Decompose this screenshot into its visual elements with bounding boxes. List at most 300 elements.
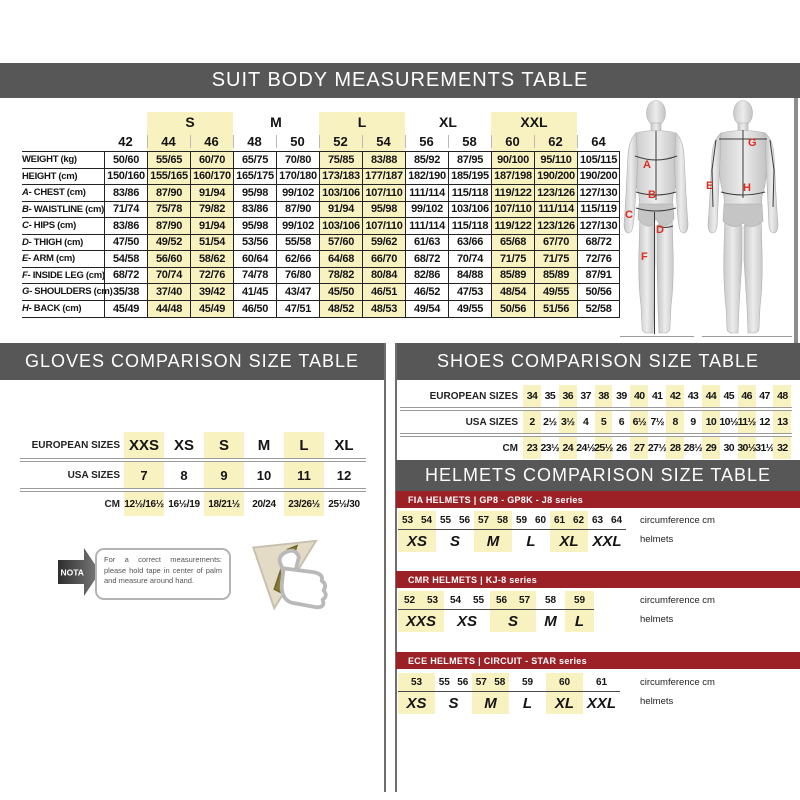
row-labels (640, 591, 715, 629)
measurement-cell: 75/78 (147, 202, 190, 218)
circumference-value: 63 (591, 514, 604, 526)
row-labels (640, 673, 715, 711)
measurement-cell: 71/75 (534, 251, 577, 267)
glove-size-cell: 11 (284, 462, 324, 488)
fia-helmets-table (398, 511, 800, 553)
circumference-value: 56 (495, 594, 508, 606)
measurement-cell: 90/100 (491, 152, 534, 168)
circumference-values (435, 673, 472, 692)
measurement-cell: 60/70 (190, 152, 233, 168)
circumference-value: 60 (558, 676, 571, 688)
glove-size-cell: XL (334, 436, 354, 454)
shoe-size-cell: 10½ (719, 416, 739, 428)
measurement-cell: 107/110 (362, 218, 405, 234)
circumference-values (536, 591, 565, 610)
row-label: EUROPEAN SIZES (31, 439, 120, 451)
measurement-cell: 95/98 (233, 185, 276, 201)
measurement-cell: 99/102 (405, 202, 448, 218)
measurement-cell: 187/198 (491, 169, 534, 185)
helmet-size-label: XXL (586, 694, 617, 712)
circumference-value: 55 (439, 514, 452, 526)
measure-letter-b: B (648, 189, 656, 201)
circumference-value: 57 (518, 594, 531, 606)
table-row (22, 235, 620, 252)
circumference-value: 57 (475, 676, 487, 688)
section-divider (384, 343, 386, 792)
measurement-cell: 59/62 (362, 235, 405, 251)
measurement-cell: 45/50 (319, 284, 362, 300)
size-group-header-row (104, 112, 620, 132)
helmet-size-label: M (544, 612, 557, 630)
circumference-row-label: circumference cm (640, 677, 715, 688)
circumference-values (509, 673, 546, 692)
shoe-size-cell: 5 (595, 411, 613, 433)
measure-letter-d: D (656, 224, 664, 236)
measurement-cell: 70/74 (147, 268, 190, 284)
glove-size-cell: 18/21½ (204, 492, 244, 516)
measurement-cell: 87/90 (276, 202, 319, 218)
circumference-values (565, 591, 594, 610)
measurement-cell: 57/60 (319, 235, 362, 251)
shoe-size-cell: 27½ (647, 442, 667, 454)
shoe-size-cell: 43 (687, 390, 699, 402)
circumference-values (436, 511, 474, 530)
measurement-cell: 115/118 (448, 218, 491, 234)
helmet-size-label: XS (406, 532, 427, 550)
shoes-table-title: SHOES COMPARISON SIZE TABLE (396, 343, 800, 380)
table-row (22, 301, 620, 318)
suit-table-title: SUIT BODY MEASUREMENTS TABLE (0, 63, 800, 98)
shoe-size-cell: 31½ (755, 442, 774, 454)
cmr-helmets-table (398, 591, 800, 633)
measurement-cell: 111/114 (405, 185, 448, 201)
measurement-cell: 85/92 (405, 152, 448, 168)
helmet-size-label: XXL (592, 532, 622, 550)
table-row (22, 268, 620, 285)
section-divider (395, 343, 397, 792)
measurement-cell: 103/106 (319, 185, 362, 201)
measurement-cell: 58/62 (190, 251, 233, 267)
measurement-cell: 87/90 (147, 218, 190, 234)
measurement-cell: 46/52 (405, 284, 448, 300)
helmet-size-label: XS (406, 694, 427, 712)
glove-size-cell: 8 (180, 467, 188, 483)
shoe-size-cell: 28½ (683, 442, 703, 454)
circumference-values (398, 673, 435, 692)
measurement-cell: 41/45 (233, 284, 276, 300)
measurement-cell: 95/110 (534, 152, 577, 168)
circumference-value: 56 (458, 514, 471, 526)
table-row (22, 152, 620, 169)
shoe-size-cell: 44 (702, 385, 720, 407)
ece-helmets-header: ECE HELMETS | CIRCUIT - STAR series (396, 652, 800, 669)
gloves-table-title: GLOVES COMPARISON SIZE TABLE (0, 343, 384, 380)
shoe-size-cell: 2½ (543, 416, 557, 428)
measurement-cell: 87/95 (448, 152, 491, 168)
table-row (20, 462, 366, 488)
circumference-value: 55 (438, 676, 450, 688)
circumference-values (398, 591, 444, 610)
circumference-value: 58 (496, 514, 509, 526)
helmet-size-label: XL (559, 532, 579, 550)
svg-text:NOTA: NOTA (60, 567, 84, 578)
measurement-cell: 103/106 (319, 218, 362, 234)
helmet-size-group (398, 511, 436, 552)
row-label: CM (104, 498, 120, 510)
helmet-size-groups (398, 673, 800, 714)
helmet-size-label: M (484, 694, 497, 712)
shoe-size-cell: 9 (690, 416, 696, 428)
body-figure-back-icon (704, 100, 782, 336)
row-label: CM (502, 442, 518, 454)
measurement-cell: 50/56 (577, 284, 620, 300)
measurement-cell: 87/90 (147, 185, 190, 201)
measurement-cell: 50/56 (491, 301, 534, 318)
size-group-label (104, 112, 147, 132)
size-number: 48 (233, 132, 276, 151)
measurement-cell: 150/160 (104, 169, 147, 185)
circumference-value: 55 (472, 594, 485, 606)
measure-letter-c: C (625, 209, 633, 221)
circumference-values (490, 591, 536, 610)
circumference-values (474, 511, 512, 530)
size-number: 60 (491, 132, 534, 151)
measure-letter-h: H (743, 182, 751, 194)
helmet-size-group (550, 511, 588, 552)
size-number: 56 (405, 132, 448, 151)
shoe-size-cell: 23½ (540, 442, 560, 454)
helmet-size-group (435, 673, 472, 714)
measurement-cell: 65/75 (233, 152, 276, 168)
glove-size-cell: 16½/19 (168, 498, 200, 510)
circumference-row-label: circumference cm (640, 515, 715, 526)
measurement-cell: 85/89 (534, 268, 577, 284)
helmet-size-group (398, 673, 435, 714)
shoe-size-cell: 24½ (576, 442, 595, 454)
measurement-cell: 82/86 (405, 268, 448, 284)
circumference-value: 60 (534, 514, 547, 526)
measurement-cell: 182/190 (405, 169, 448, 185)
measurement-cell: 70/74 (448, 251, 491, 267)
shoe-size-cell: 25½ (595, 437, 613, 459)
measurement-cell: 123/126 (534, 185, 577, 201)
circumference-value: 56 (457, 676, 469, 688)
shoes-size-table (400, 385, 792, 459)
helmets-row-label: helmets (640, 534, 674, 545)
shoe-size-cell: 34 (523, 385, 541, 407)
helmet-size-label: XS (456, 612, 477, 630)
measurement-cell: 48/53 (362, 301, 405, 318)
circumference-value: 53 (410, 676, 423, 688)
shoe-size-cell: 39 (616, 390, 627, 402)
shoe-size-cell: 8 (666, 411, 684, 433)
cmr-helmets-header: CMR HELMETS | KJ-8 series (396, 571, 800, 588)
circumference-values (472, 673, 509, 692)
fia-helmets-header: FIA HELMETS | GP8 - GP8K - J8 series (396, 491, 800, 508)
shoe-size-cell: 4 (582, 416, 589, 428)
measurement-cell: 115/119 (577, 202, 620, 218)
circumference-value: 61 (595, 676, 608, 688)
measurement-cell: 55/58 (276, 235, 319, 251)
table-row (400, 411, 792, 433)
row-label: D - THIGH (cm) (22, 236, 84, 248)
table-row (20, 432, 366, 458)
circumference-value: 58 (544, 594, 557, 606)
glove-size-cell: 10 (256, 467, 272, 483)
circumference-values (444, 591, 490, 610)
glove-size-cell: 25½/30 (328, 498, 360, 510)
measurement-cell: 62/66 (276, 251, 319, 267)
shoe-size-cell: 35 (544, 390, 556, 402)
measurement-cell: 173/183 (319, 169, 362, 185)
measurement-cell: 103/106 (448, 202, 491, 218)
glove-size-cell: 20/24 (252, 498, 276, 510)
measurement-cell: 85/89 (491, 268, 534, 284)
hand-tape-icon (240, 538, 335, 633)
shoe-size-cell: 29 (702, 437, 720, 459)
circumference-value: 53 (426, 594, 439, 606)
row-letter: F (22, 269, 28, 281)
measurement-cell: 170/180 (276, 169, 319, 185)
measurement-cell: 63/66 (448, 235, 491, 251)
table-row (20, 492, 366, 516)
measurement-cell: 107/110 (362, 185, 405, 201)
measurement-cell: 99/102 (276, 218, 319, 234)
row-letter: H (22, 303, 29, 315)
shoe-size-cell: 10 (702, 411, 720, 433)
table-row (400, 437, 792, 459)
size-number: 54 (362, 132, 405, 151)
ece-helmets-table (398, 673, 800, 715)
measurement-cell: 123/126 (534, 218, 577, 234)
measurement-cell: 46/50 (233, 301, 276, 318)
measurement-cell: 155/165 (147, 169, 190, 185)
size-group-label: M (270, 114, 282, 130)
row-label: USA SIZES (465, 416, 518, 428)
measurement-cell: 83/86 (104, 185, 147, 201)
measurement-cell: 190/200 (534, 169, 577, 185)
row-label: B - WAISTLINE (cm) (22, 203, 104, 215)
helmet-size-label: L (574, 612, 585, 630)
measurement-cell: 78/82 (319, 268, 362, 284)
size-group-label: XL (439, 114, 457, 130)
circumference-value: 57 (477, 514, 490, 526)
row-letter: G (22, 286, 30, 298)
shoe-size-cell: 6½ (630, 411, 648, 433)
measurement-cell: 72/76 (190, 268, 233, 284)
size-number: 58 (448, 132, 491, 151)
shoe-size-cell: 23 (523, 437, 541, 459)
row-letter: E (22, 253, 29, 265)
measurement-cell: 72/76 (577, 251, 620, 267)
row-letter: C (22, 220, 29, 232)
measurement-cell: 91/94 (319, 202, 362, 218)
helmets-table-title: HELMETS COMPARISON SIZE TABLE (396, 460, 800, 491)
measurement-cell: 71/74 (104, 202, 147, 218)
shoe-size-cell: 47 (759, 390, 770, 402)
shoe-size-cell: 36 (559, 385, 577, 407)
helmet-size-groups (398, 511, 800, 552)
measurement-cell: 177/187 (362, 169, 405, 185)
helmet-size-group (474, 511, 512, 552)
shoe-size-cell: 48 (773, 385, 791, 407)
measurement-cell: 190/200 (577, 169, 620, 185)
size-number: 42 (118, 134, 133, 149)
helmets-row-label: helmets (640, 614, 674, 625)
measurement-cell: 91/94 (190, 218, 233, 234)
glove-size-cell: 23/26½ (284, 492, 324, 516)
size-number: 64 (577, 132, 620, 151)
circumference-value: 59 (515, 514, 528, 526)
size-group-label: L (319, 112, 405, 132)
row-label: G - SHOULDERS (cm) (22, 286, 113, 298)
helmet-size-group (472, 673, 509, 714)
measurement-cell: 105/115 (577, 152, 620, 168)
shoe-size-cell: 32 (773, 437, 791, 459)
shoe-size-cell: 46 (738, 385, 756, 407)
floor-line (620, 336, 694, 337)
right-edge-line (794, 98, 798, 343)
row-label: EUROPEAN SIZES (429, 390, 518, 402)
measurement-cell: 51/56 (534, 301, 577, 318)
glove-size-cell: L (284, 432, 324, 458)
shoe-size-cell: 30½ (738, 437, 756, 459)
measurement-cell: 107/110 (491, 202, 534, 218)
measurement-cell: 87/91 (577, 268, 620, 284)
measurement-cell: 80/84 (362, 268, 405, 284)
measurement-cell: 111/114 (534, 202, 577, 218)
measurement-cell: 79/82 (190, 202, 233, 218)
circumference-values (583, 673, 620, 692)
row-label: E - ARM (cm) (22, 253, 75, 265)
row-letter: A (22, 187, 29, 199)
helmet-size-group (588, 511, 626, 552)
row-letter: D (22, 236, 29, 248)
measurement-cell: 76/80 (276, 268, 319, 284)
measurement-cell: 48/52 (319, 301, 362, 318)
measure-letter-f: F (641, 251, 648, 263)
circumference-value: 59 (521, 676, 534, 688)
shoe-size-cell: 38 (595, 385, 613, 407)
size-group-label: S (147, 112, 233, 132)
size-number-row (104, 132, 620, 151)
measurement-cell: 43/47 (276, 284, 319, 300)
body-measurement-figures (620, 98, 796, 340)
helmet-size-label: S (449, 532, 460, 550)
table-row (22, 218, 620, 235)
measurement-cell: 160/170 (190, 169, 233, 185)
table-row (22, 202, 620, 219)
helmet-size-label: L (522, 694, 533, 712)
circumference-values (512, 511, 550, 530)
shoe-size-cell: 2 (523, 411, 541, 433)
circumference-value: 54 (420, 514, 433, 526)
helmet-size-group (546, 673, 583, 714)
measurement-cell: 61/63 (405, 235, 448, 251)
circumference-values (546, 673, 583, 692)
circumference-value: 52 (403, 594, 416, 606)
suit-measurements-table (22, 112, 620, 318)
measurement-cell: 65/68 (491, 235, 534, 251)
measurements-grid (22, 151, 620, 318)
measurement-cell: 185/195 (448, 169, 491, 185)
measurement-cell: 48/54 (491, 284, 534, 300)
measurement-cell: 49/52 (147, 235, 190, 251)
helmet-size-group (490, 591, 536, 632)
measurement-cell: 75/85 (319, 152, 362, 168)
measure-letter-e: E (706, 180, 714, 192)
measurement-cell: 49/54 (405, 301, 448, 318)
helmet-size-group (512, 511, 550, 552)
nota-arrow-icon (58, 546, 100, 598)
measurement-cell: 111/114 (405, 218, 448, 234)
shoe-size-cell: 27 (630, 437, 648, 459)
helmet-size-group (509, 673, 546, 714)
measurement-cell: 45/49 (104, 301, 147, 318)
helmet-size-group (436, 511, 474, 552)
shoe-size-cell: 24 (559, 437, 577, 459)
gloves-size-table (20, 432, 366, 516)
measurement-cell: 74/78 (233, 268, 276, 284)
measurement-cell: 35/38 (104, 284, 147, 300)
table-row (22, 251, 620, 268)
measurement-cell: 127/130 (577, 218, 620, 234)
circumference-values (550, 511, 588, 530)
measurement-cell: 54/58 (104, 251, 147, 267)
floor-line (702, 336, 792, 337)
circumference-value: 58 (494, 676, 506, 688)
measurement-cell: 66/70 (362, 251, 405, 267)
shoe-size-cell: 6 (618, 416, 625, 428)
measurement-cell: 68/72 (104, 268, 147, 284)
measurement-cell: 50/60 (104, 152, 147, 168)
measurement-cell: 51/54 (190, 235, 233, 251)
helmet-size-label: L (526, 532, 536, 550)
glove-size-cell: XXS (124, 432, 164, 458)
measurement-note (55, 538, 345, 638)
measurement-cell: 68/72 (577, 235, 620, 251)
measure-letter-g: G (748, 137, 757, 149)
table-row (22, 284, 620, 301)
helmet-size-group (398, 591, 444, 632)
table-row (22, 169, 620, 186)
measurement-cell: 47/53 (448, 284, 491, 300)
measurement-cell: 53/56 (233, 235, 276, 251)
helmet-size-label: XXS (405, 612, 436, 630)
row-label: F - INSIDE LEG (cm) (22, 269, 105, 281)
measurement-cell: 83/88 (362, 152, 405, 168)
helmet-size-label: S (448, 694, 459, 712)
circumference-value: 59 (573, 594, 586, 606)
helmet-size-group (565, 591, 594, 632)
shoe-size-cell: 42 (666, 385, 684, 407)
measurement-cell: 127/130 (577, 185, 620, 201)
glove-size-cell: 12 (336, 467, 352, 483)
measurement-cell: 83/86 (104, 218, 147, 234)
shoe-size-cell: 41 (651, 390, 663, 402)
glove-size-cell: M (257, 436, 271, 454)
measurement-cell: 49/55 (534, 284, 577, 300)
circumference-value: 64 (610, 514, 623, 526)
measurement-cell: 119/122 (491, 218, 534, 234)
measurement-cell: 71/75 (491, 251, 534, 267)
row-label: USA SIZES (67, 469, 120, 481)
measurement-cell: 91/94 (190, 185, 233, 201)
glove-size-cell: XS (173, 436, 194, 454)
measurement-cell: 95/98 (362, 202, 405, 218)
size-number: 46 (190, 132, 233, 151)
shoe-size-cell: 37 (580, 390, 591, 402)
